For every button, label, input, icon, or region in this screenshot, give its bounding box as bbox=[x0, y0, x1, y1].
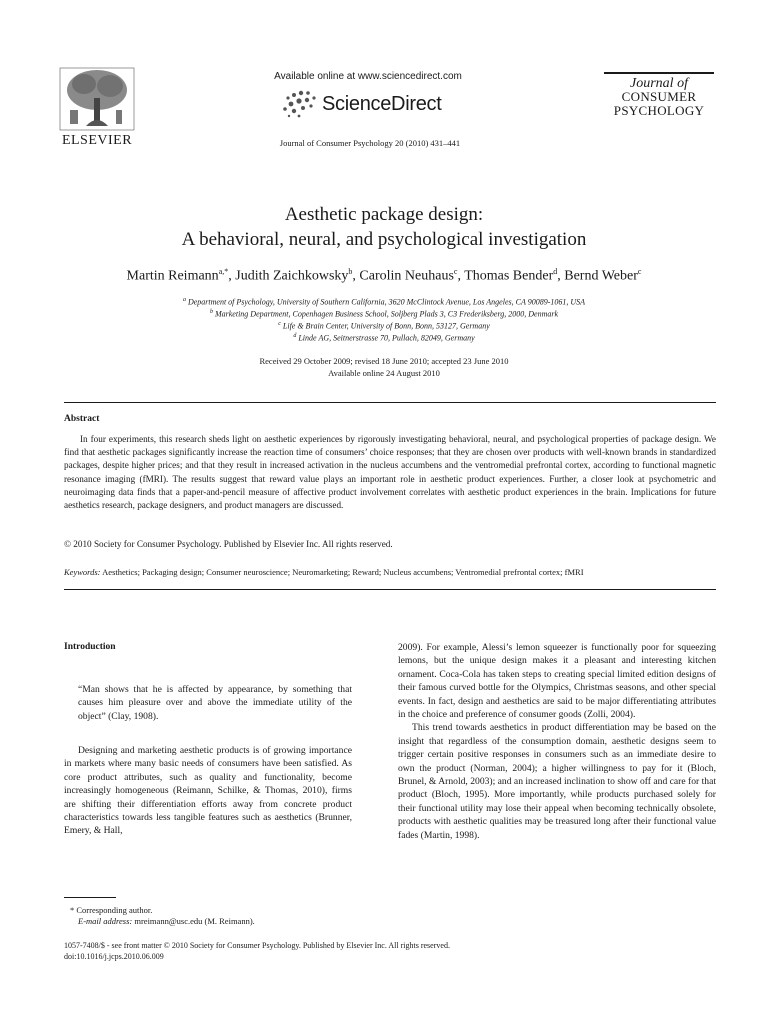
author-name[interactable]: Bernd Weber bbox=[564, 268, 638, 284]
journal-logo-line: PSYCHOLOGY bbox=[613, 103, 705, 118]
affiliation-text: Life & Brain Center, University of Bonn, Bonn, 53127, Germany bbox=[282, 321, 490, 331]
paper-title-line1: Aesthetic package design: bbox=[284, 204, 484, 225]
affiliation-text: Department of Psychology, University of Southern California, 3620 McClintock Avenue, Los Angeles, CA 90089-1061, USA bbox=[187, 297, 586, 307]
divider bbox=[64, 402, 716, 403]
author-name[interactable]: Carolin Neuhaus bbox=[359, 268, 454, 284]
author-affiliation-mark: c bbox=[453, 267, 458, 276]
affiliation bbox=[0, 309, 768, 319]
author-affiliation-mark: d bbox=[553, 267, 558, 276]
author-affiliation-mark: a,* bbox=[218, 267, 229, 276]
corresponding-author-note: * Corresponding author. bbox=[70, 905, 153, 915]
received-dates: Received 29 October 2009; revised 18 June 2010; accepted 23 June 2010 bbox=[259, 356, 509, 366]
section-heading-introduction: Introduction bbox=[64, 642, 116, 652]
author-list bbox=[0, 267, 768, 285]
affiliation-mark: b bbox=[209, 309, 213, 315]
author-name[interactable]: Martin Reimann bbox=[126, 268, 219, 284]
keywords-label: Keywords: bbox=[64, 567, 101, 577]
sciencedirect-wordmark[interactable]: ScienceDirect bbox=[322, 93, 442, 115]
body-paragraph: Designing and marketing aesthetic products is of growing importance in markets where many basic needs of consumers have been satisfied. As core product attributes, such as quality and functionality, become increasingly homogeneous (Reimann, Schilke, & Thomas, 2010), firms are shifting their differentiation efforts away from concrete product characteristics towards less tangible features such as aesthetics (Brunner, Emery, & Hall, bbox=[64, 745, 352, 837]
author-separator: , bbox=[557, 268, 565, 284]
author-separator: , bbox=[228, 268, 236, 284]
affiliation-text: Marketing Department, Copenhagen Business School, Soljberg Plads 3, C3 Frederiksberg, 2000, Denmark bbox=[214, 309, 559, 319]
keywords-list: Aesthetics; Packaging design; Consumer neuroscience; Neuromarketing; Reward; Nucleus accumbens; Ventromedial prefrontal cortex; fMRI bbox=[100, 567, 584, 577]
keywords bbox=[64, 567, 716, 577]
epigraph-quote: “Man shows that he is affected by appearance, by something that causes him pleasure over and above the immediate utility of the object” (Clay, 1908). bbox=[78, 684, 352, 722]
doi-link[interactable]: doi:10.1016/j.jcps.2010.06.009 bbox=[64, 952, 164, 961]
elsevier-wordmark: ELSEVIER bbox=[61, 133, 133, 148]
author-separator: , bbox=[352, 268, 360, 284]
author-name[interactable]: Judith Zaichkowsky bbox=[235, 268, 349, 284]
affiliation-mark: a bbox=[182, 297, 186, 303]
paper-title-line2: A behavioral, neural, and psychological investigation bbox=[181, 229, 587, 250]
email-footnote bbox=[78, 916, 255, 926]
affiliation bbox=[0, 297, 768, 307]
available-online-link[interactable]: Available online at www.sciencedirect.com bbox=[274, 71, 462, 82]
front-matter-notice: 1057-7408/$ - see front matter © 2010 Society for Consumer Psychology. Published by Elsevier Inc. All rights reserved. bbox=[64, 941, 450, 950]
email-address[interactable]: mreimann@usc.edu (M. Reimann). bbox=[132, 916, 255, 926]
divider bbox=[64, 589, 716, 590]
abstract-body: In four experiments, this research sheds light on aesthetic experiences by rigorously investigating behavioral, neural, and psychological properties of package design. We find that aesthetic packages significantly increase the reaction time of consumers’ choice responses; that they are chosen over products with well-known brands in standardized packages, despite higher prices; and that they result in increased activation in the nucleus accumbens and the ventromedial prefrontal cortex, according to functional magnetic resonance imaging (fMRI). The results suggest that reward value plays an important role in aesthetic product experiences. Further, a closer look at psychometric and neuroimaging data finds that a paper-and-pencil measure of affective product involvement correlates with aesthetic product experiences in the brain. Implications for future aesthetics research, package designers, and product managers are discussed. bbox=[64, 434, 716, 511]
abstract-heading: Abstract bbox=[64, 414, 100, 424]
body-paragraph: 2009). For example, Alessi’s lemon squeezer is functionally poor for squeezing lemons, but the unique design makes it a pleasant and interesting kitchen ornament. Coca-Cola has taken steps to creating special limited edition designs of their famous curved bottle for the Olympics, Christmas seasons, and other special events. In fact, design and aesthetics are said to be major differentiating attributes in the choice and preference of consumer goods (Zolli, 2004). bbox=[398, 642, 716, 721]
affiliation-text: Linde AG, Seitnerstrasse 70, Pullach, 82049, Germany bbox=[298, 333, 475, 343]
author-affiliation-mark: c bbox=[637, 267, 642, 276]
affiliation-mark: d bbox=[293, 333, 297, 339]
available-online-date: Available online 24 August 2010 bbox=[328, 368, 440, 378]
author-name[interactable]: Thomas Bender bbox=[464, 268, 554, 284]
affiliation bbox=[0, 333, 768, 343]
journal-reference: Journal of Consumer Psychology 20 (2010) 431–441 bbox=[279, 138, 461, 148]
footnote-divider bbox=[64, 897, 116, 898]
abstract-copyright: © 2010 Society for Consumer Psychology. Published by Elsevier Inc. All rights reserved. bbox=[64, 539, 393, 549]
right-column bbox=[398, 641, 716, 842]
journal-logo-line: CONSUMER bbox=[621, 89, 697, 104]
email-label: E-mail address: bbox=[78, 916, 133, 926]
affiliation-mark: c bbox=[278, 321, 281, 327]
body-paragraph: This trend towards aesthetics in product differentiation may be based on the insight that regardless of the consumption domain, aesthetic designs seem to trigger certain positive responses in consumers such as an immediate desire to own the product (Norman, 2004); a higher willingness to pay for it (Bloch, Brunel, & Arnold, 2003); and an increased inclination to show off and care for that product (Bloch, 1995). More importantly, while products purchased solely for their functional utility may lose their appeal when becoming technically obsolete, products with aesthetic qualities may be treasured long after their functional value fades (Martin, 1998). bbox=[398, 722, 716, 841]
journal-logo-line: Journal of bbox=[630, 76, 688, 91]
affiliation bbox=[0, 321, 768, 331]
author-separator: , bbox=[457, 268, 465, 284]
author-affiliation-mark: b bbox=[348, 267, 353, 276]
